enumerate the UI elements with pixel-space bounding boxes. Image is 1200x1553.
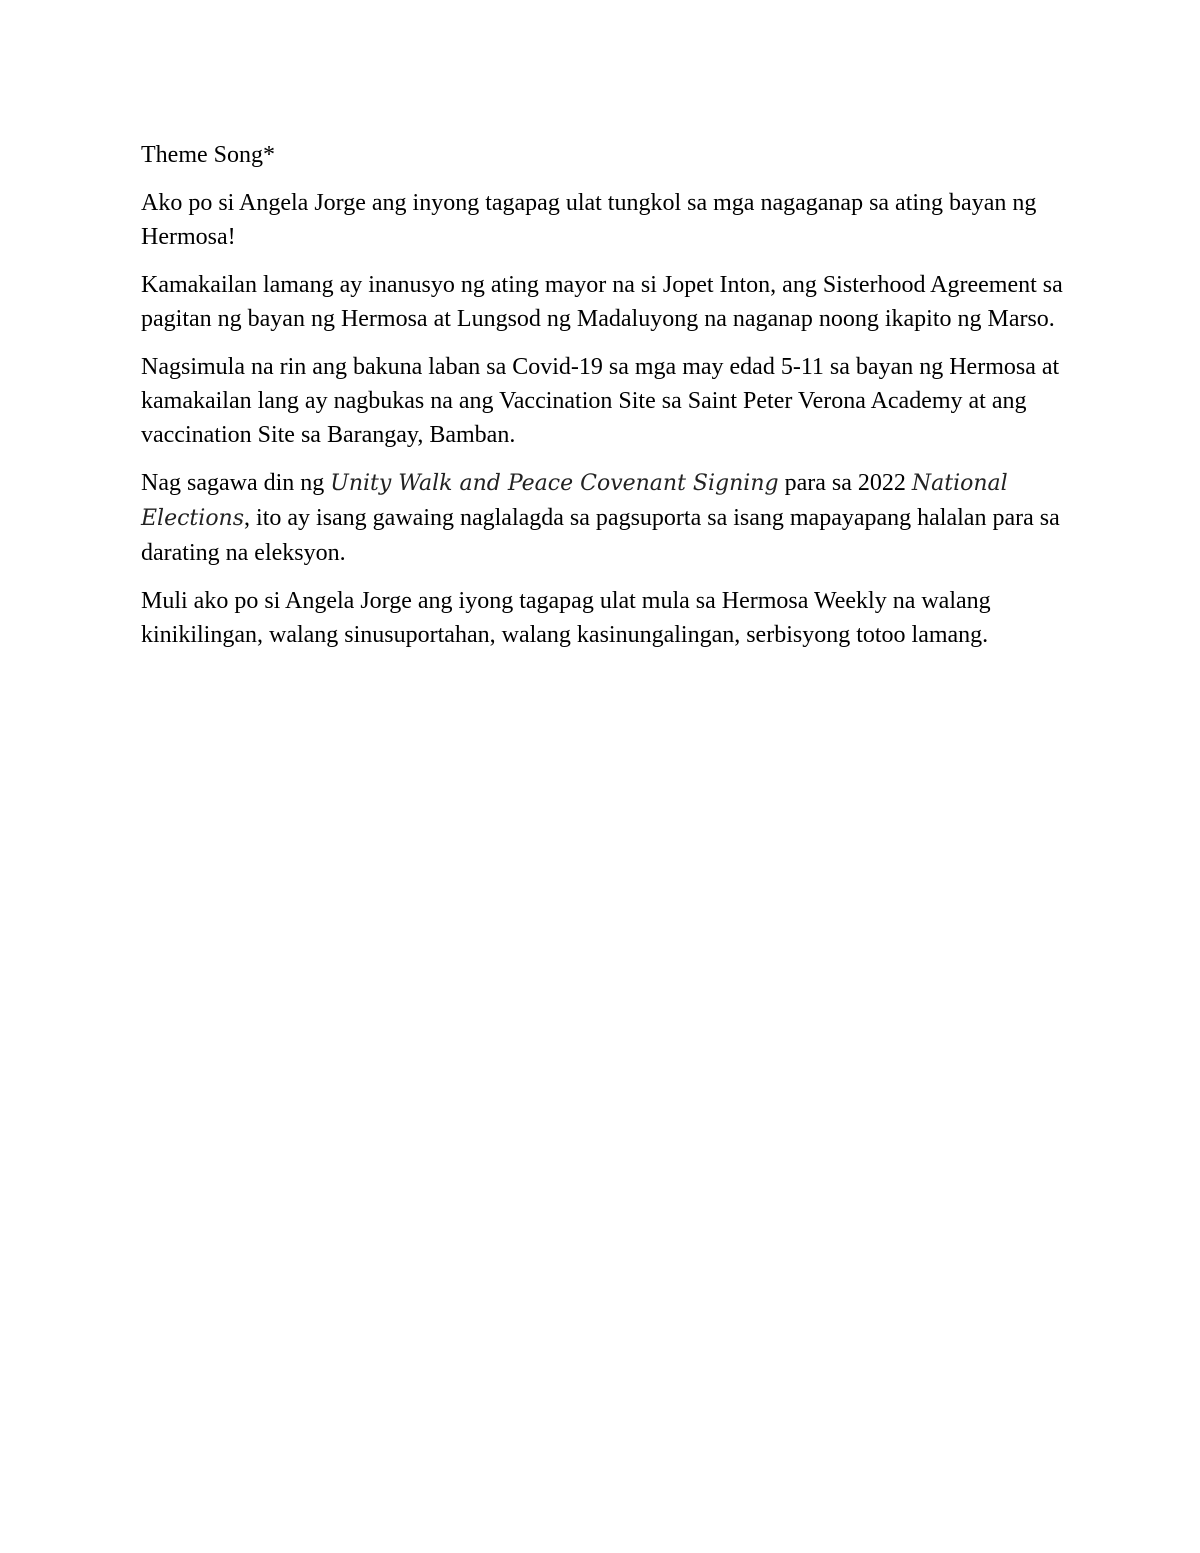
paragraph-vaccination: Nagsimula na rin ang bakuna laban sa Covid-19 sa mga may edad 5-11 sa bayan ng Hermosa at kamakailan lang ay nagbukas na ang Vaccination Site sa Saint Peter Verona Academy at ang vaccination Site sa Barangay, Bamban. [141, 354, 1060, 448]
paragraph-closing: Muli ako po si Angela Jorge ang iyong tagapag ulat mula sa Hermosa Weekly na walang kinikilingan, walang sinusuportahan, walang kasinungalingan, serbisyong totoo lamang. [141, 588, 991, 648]
unity-walk-italic-event: Unity Walk and Peace Covenant Signing [330, 471, 779, 496]
paragraph-unity-walk [141, 466, 1066, 570]
paragraph-intro: Ako po si Angela Jorge ang inyong tagapag ulat tungkol sa mga nagaganap sa ating bayan ng Hermosa! [141, 190, 1037, 250]
paragraph-sisterhood-agreement: Kamakailan lamang ay inanusyo ng ating mayor na si Jopet Inton, ang Sisterhood Agreement sa pagitan ng bayan ng Hermosa at Lungsod ng Madaluyong na naganap noong ikapito ng Marso. [141, 272, 1063, 332]
unity-walk-text-2: para sa 2022 [778, 470, 912, 496]
unity-walk-text-1: Nag sagawa din ng [141, 470, 331, 496]
unity-walk-text-3: , ito ay isang gawaing naglalagda sa pagsuporta sa isang mapayapang halalan para sa darating na eleksyon. [141, 505, 1060, 566]
unity-walk-italic-elections: National Elections [141, 471, 1008, 531]
document-body [141, 138, 1066, 666]
heading-theme-song: Theme Song* [141, 142, 275, 168]
